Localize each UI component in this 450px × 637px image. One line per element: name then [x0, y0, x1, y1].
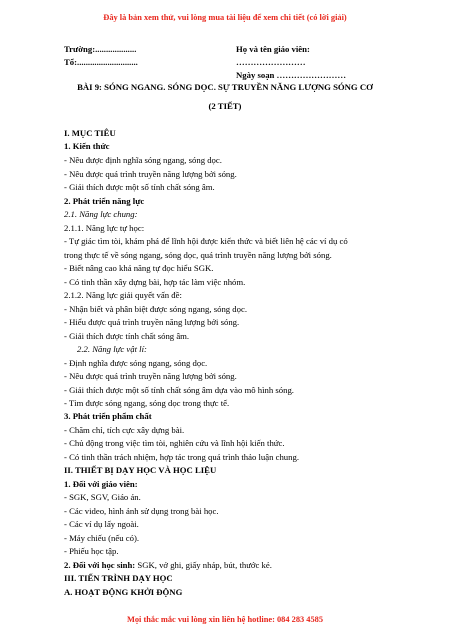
list-item: - Giải thích được một số tính chất sóng âm.	[64, 182, 215, 192]
subsection-heading: 2.1.1. Năng lực tự học:	[64, 223, 145, 233]
list-item: - Các ví dụ lấy ngoài.	[64, 519, 139, 529]
subsection-heading: 2.1.2. Năng lực giải quyết vấn đề:	[64, 290, 182, 300]
preview-notice-banner: Đây là bản xem thử, vui lòng mua tài liệu để xem chi tiết (có lời giải)	[103, 13, 347, 22]
section-heading: A. HOẠT ĐỘNG KHỞI ĐỘNG	[64, 587, 183, 597]
list-item: - Nhận biết và phân biệt được sóng ngang, sóng dọc.	[64, 304, 248, 314]
section-heading: III. TIẾN TRÌNH DẠY HỌC	[64, 573, 173, 583]
subsection-heading: 1. Kiến thức	[64, 141, 110, 151]
lesson-duration: (2 TIẾT)	[208, 101, 242, 111]
list-item: - Có tinh thần xây dựng bài, hợp tác làm việc nhóm.	[64, 277, 246, 287]
list-item: - Biết nâng cao khả năng tự đọc hiểu SGK.	[64, 263, 214, 273]
subsection-heading: 2. Phát triển năng lực	[64, 196, 145, 206]
list-item: - Các video, hình ảnh sử dụng trong bài học.	[64, 506, 219, 516]
list-item: - Nêu được quá trình truyền năng lượng bởi sóng.	[64, 169, 237, 179]
student-materials-text: SGK, vở ghi, giấy nháp, bút, thước kẻ.	[135, 560, 272, 570]
subsection-heading: 3. Phát triển phẩm chất	[64, 411, 152, 421]
list-item: - Nêu được định nghĩa sóng ngang, sóng dọc.	[64, 155, 222, 165]
teacher-name-label: Họ và tên giáo viên:	[236, 44, 310, 54]
list-item: - Có tinh thần trách nhiệm, hợp tác trong quá trình thảo luận chung.	[64, 452, 299, 462]
paragraph-line: trong thực tế về sóng ngang, sóng dọc, quá trình truyền năng lượng bởi sóng.	[64, 250, 332, 260]
lesson-title: BÀI 9: SÓNG NGANG. SÓNG DỌC. SỰ TRUYỀN NĂNG LƯỢNG SÓNG CƠ	[77, 82, 373, 92]
paragraph-line: - Tự giác tìm tòi, khám phá để lĩnh hội được kiến thức và biết liên hệ các ví dụ có	[64, 236, 348, 246]
list-item: - Nêu được quá trình truyền năng lượng bởi sóng.	[64, 371, 237, 381]
subsection-heading: 2.1. Năng lực chung:	[64, 209, 138, 219]
section-heading: I. MỤC TIÊU	[64, 128, 116, 138]
teacher-name-dots: ……………………	[236, 57, 306, 67]
subsection-heading: 1. Đối với giáo viên:	[64, 479, 138, 489]
date-field: Ngày soạn ……………………	[236, 70, 347, 80]
list-item: - Giải thích được một số tính chất sóng âm dựa vào mô hình sóng.	[64, 385, 294, 395]
list-item: - Máy chiếu (nếu có).	[64, 533, 140, 543]
list-item: - Chăm chỉ, tích cực xây dựng bài.	[64, 425, 185, 435]
student-materials-line	[64, 560, 272, 571]
team-field: Tổ:............................	[64, 57, 138, 67]
school-field: Trường:...................	[64, 44, 137, 54]
hotline-banner: Mọi thắc mắc vui lòng xin liên hệ hotline: 084 283 4585	[126, 615, 324, 624]
list-item: - Định nghĩa được sóng ngang, sóng dọc.	[64, 358, 208, 368]
section-heading: II. THIẾT BỊ DẠY HỌC VÀ HỌC LIỆU	[64, 465, 217, 475]
list-item: - Hiểu được quá trình truyền năng lượng bởi sóng.	[64, 317, 240, 327]
list-item: - Chủ động trong việc tìm tòi, nghiên cứu và lĩnh hội kiến thức.	[64, 438, 285, 448]
subsection-heading: 2. Đối với học sinh:	[64, 560, 136, 570]
list-item: - Tìm được sóng ngang, sóng dọc trong thực tế.	[64, 398, 230, 408]
subsection-heading: 2.2. Năng lực vật lí:	[77, 344, 147, 354]
list-item: - SGK, SGV, Giáo án.	[64, 492, 141, 502]
list-item: - Phiếu học tập.	[64, 546, 119, 556]
list-item: - Giải thích được tính chất sóng âm.	[64, 331, 190, 341]
